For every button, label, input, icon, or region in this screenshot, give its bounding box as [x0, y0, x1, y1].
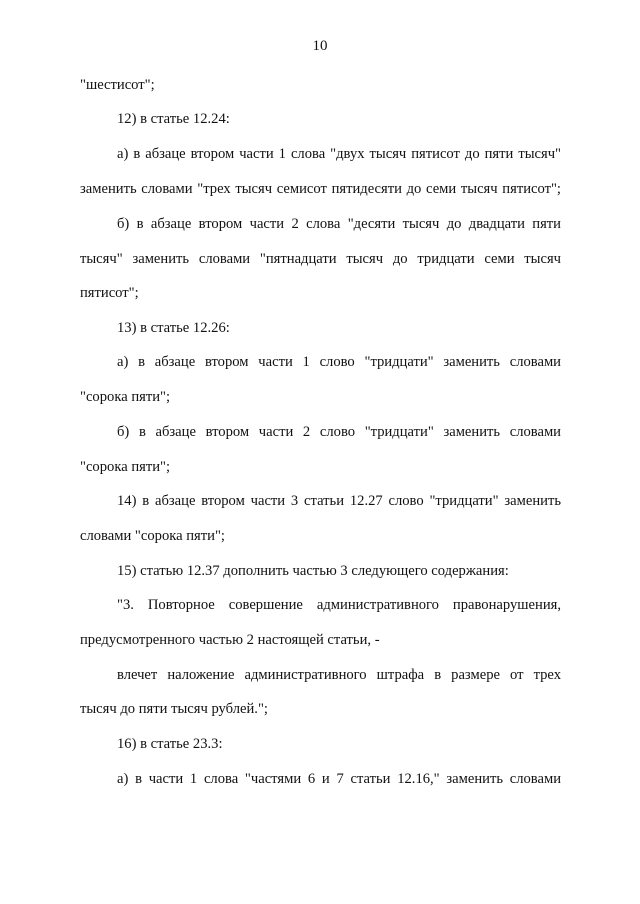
text-line-11: б) в абзаце втором части 2 слово "тридцати" заменить словами: [117, 424, 561, 440]
text-line-9: а) в абзаце втором части 1 слово "тридцати" заменить словами: [117, 354, 561, 370]
page-number: 10: [312, 38, 328, 54]
text-line-12: "сорока пяти";: [80, 459, 171, 475]
text-line-18: влечет наложение административного штрафа в размере от трех: [117, 667, 561, 683]
text-line-3: а) в абзаце втором части 1 слова "двух тысяч пятисот до пяти тысяч": [117, 146, 561, 162]
text-line-21: а) в части 1 слова "частями 6 и 7 статьи 12.16," заменить словами: [117, 771, 561, 787]
text-line-8: 13) в статье 12.26:: [117, 320, 230, 336]
text-line-14: словами "сорока пяти";: [80, 528, 225, 544]
text-line-19: тысяч до пяти тысяч рублей.";: [80, 701, 268, 717]
text-line-4: заменить словами "трех тысяч семисот пятидесяти до семи тысяч пятисот";: [80, 181, 561, 197]
text-line-2: 12) в статье 12.24:: [117, 111, 230, 127]
text-line-1: "шестисот";: [80, 77, 155, 93]
text-line-15: 15) статью 12.37 дополнить частью 3 следующего содержания:: [117, 563, 509, 579]
text-line-5: б) в абзаце втором части 2 слова "десяти тысяч до двадцати пяти: [117, 216, 561, 232]
text-line-7: пятисот";: [80, 285, 139, 301]
text-line-20: 16) в статье 23.3:: [117, 736, 223, 752]
text-line-6: тысяч" заменить словами "пятнадцати тысяч до тридцати семи тысяч: [80, 251, 561, 267]
text-line-17: предусмотренного частью 2 настоящей статьи, -: [80, 632, 380, 648]
text-line-16: "3. Повторное совершение административного правонарушения,: [117, 597, 561, 613]
text-line-13: 14) в абзаце втором части 3 статьи 12.27 слово "тридцати" заменить: [117, 493, 561, 509]
text-line-10: "сорока пяти";: [80, 389, 171, 405]
